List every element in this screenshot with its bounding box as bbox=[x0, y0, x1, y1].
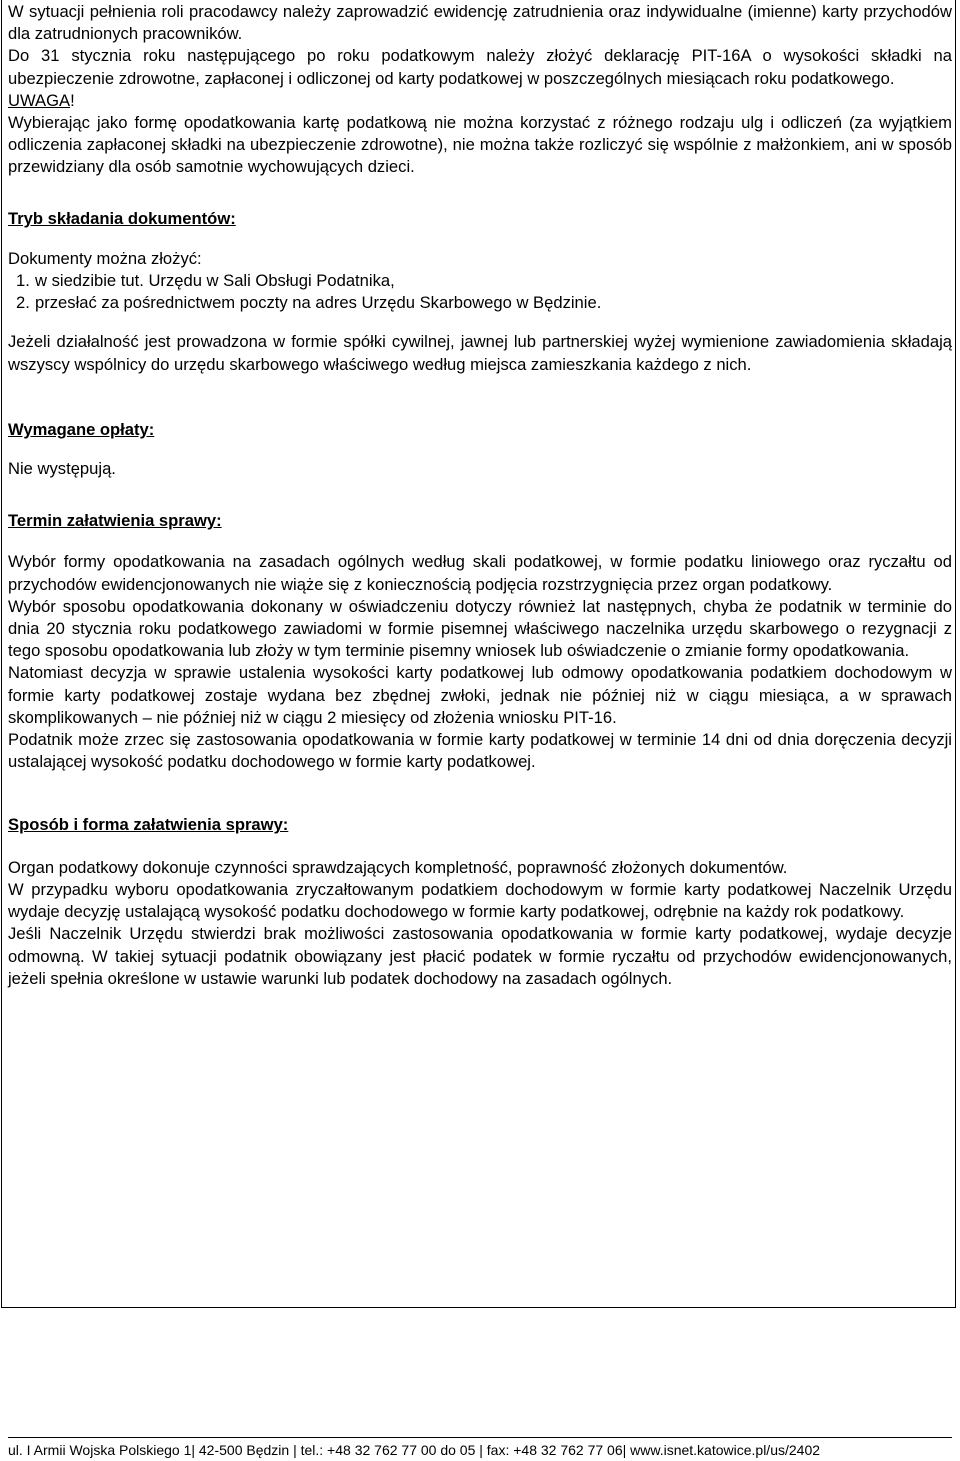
heading-method: Sposób i forma załatwienia sprawy: bbox=[8, 815, 289, 835]
list-item-text: przesłać za pośrednictwem poczty na adres Urzędu Skarbowego w Będzinie. bbox=[35, 293, 602, 313]
method-paragraph-1: Organ podatkowy dokonuje czynności sprawdzających kompletność, poprawność złożonych dokumentów. bbox=[8, 857, 788, 877]
intro-paragraph-employer: W sytuacji pełnienia roli pracodawcy należy zaprowadzić ewidencję zatrudnienia oraz indywidualne (imienne) karty przychodów dla zatrudnionych pracowników. bbox=[8, 2, 952, 44]
deadline-paragraph-4: Podatnik może zrzec się zastosowania opodatkowania w formie karty podatkowej w terminie 14 dni od dnia doręczenia decyzji ustalającej wysokość podatku dochodowego w formie karty podatkowej. bbox=[8, 730, 952, 772]
fees-text: Nie występują. bbox=[8, 459, 116, 479]
document-body bbox=[8, 1, 952, 990]
list-item bbox=[8, 270, 952, 292]
page-footer: ul. I Armii Wojska Polskiego 1| 42-500 Będzin | tel.: +48 32 762 77 00 do 05 | fax: +48 32 762 77 06| www.isnet.katowice.pl/us/2402 bbox=[8, 1437, 952, 1460]
heading-submission: Tryb składania dokumentów: bbox=[8, 208, 236, 228]
list-item-number: 1. bbox=[16, 271, 30, 291]
deadline-paragraph-3: Natomiast decyzja w sprawie ustalenia wysokości karty podatkowej lub odmowy opodatkowania podatkiem dochodowym w formie karty podatkowej zostaje wydana bez zbędnej zwłoki, jednak nie później niż w ciągu miesiąca, a w sprawach skomplikowanych – nie później niż w ciągu 2 miesięcy od złożenia wniosku PIT-16. bbox=[8, 663, 952, 727]
deadline-paragraph-1: Wybór formy opodatkowania na zasadach ogólnych według skali podatkowej, w formie podatku liniowego oraz ryczałtu od przychodów ewidencjonowanych nie wiąże się z koniecznością podjęcia rozstrzygnięcia przez organ podatkowy. bbox=[8, 552, 952, 594]
method-paragraph-3: Jeśli Naczelnik Urzędu stwierdzi brak możliwości zastosowania opodatkowania w formie karty podatkowej, wydaje decyzje odmowną. W takiej sytuacji podatnik obowiązany jest płacić podatek w formie ryczałtu od przychodów ewidencjonowanych, jeżeli spełnia określone w ustawie warunki lub podatek dochodowy na zasadach ogólnych. bbox=[8, 924, 952, 988]
list-item-number: 2. bbox=[16, 293, 30, 313]
warning-label: UWAGA bbox=[8, 90, 71, 110]
submission-note: Jeżeli działalność jest prowadzona w formie spółki cywilnej, jawnej lub partnerskiej wyżej wymienione zawiadomienia składają wszyscy wspólnicy do urzędu skarbowego właściwego według miejsca zamieszkania każdego z nich. bbox=[8, 332, 952, 374]
heading-fees: Wymagane opłaty: bbox=[8, 419, 155, 439]
heading-deadline: Termin załatwienia sprawy: bbox=[8, 511, 222, 531]
intro-paragraph-pit16a: Do 31 stycznia roku następującego po roku podatkowym należy złożyć deklarację PIT-16A o wysokości składki na ubezpieczenie zdrowotne, zapłaconej i odliczonej od karty podatkowej w poszczególnych miesiącach roku podatkowego. bbox=[8, 46, 952, 88]
method-paragraph-2: W przypadku wyboru opodatkowania zryczałtowanym podatkiem dochodowym w formie karty podatkowej Naczelnik Urzędu wydaje decyzję ustalającą wysokość podatku dochodowego w formie karty podatkowej, odrębnie na każdy rok podatkowy. bbox=[8, 879, 952, 922]
submission-lead: Dokumenty można złożyć: bbox=[8, 248, 202, 268]
warning-line bbox=[8, 90, 952, 112]
warning-mark: ! bbox=[70, 90, 75, 110]
deadline-paragraph-2: Wybór sposobu opodatkowania dokonany w oświadczeniu dotyczy również lat następnych, chyba że podatnik w terminie do dnia 20 stycznia roku podatkowego zawiadomi w formie pisemnej właściwego naczelnika urzędu skarbowego o rezygnacji z tego sposobu opodatkowania lub złoży w tym terminie pisemny wniosek lub oświadczenie o zmianie formy opodatkowania. bbox=[8, 596, 952, 661]
list-item-text: w siedzibie tut. Urzędu w Sali Obsługi Podatnika, bbox=[35, 271, 395, 291]
warning-text: Wybierając jako formę opodatkowania kartę podatkową nie można korzystać z różnego rodzaju ulg i odliczeń (za wyjątkiem odliczenia zapłaconej składki na ubezpieczenie zdrowotne), nie można także rozliczyć się wspólnie z małżonkiem, ani w sposób przewidziany dla osób samotnie wychowujących dzieci. bbox=[8, 113, 952, 177]
list-item bbox=[8, 292, 952, 314]
submission-list bbox=[8, 270, 952, 314]
